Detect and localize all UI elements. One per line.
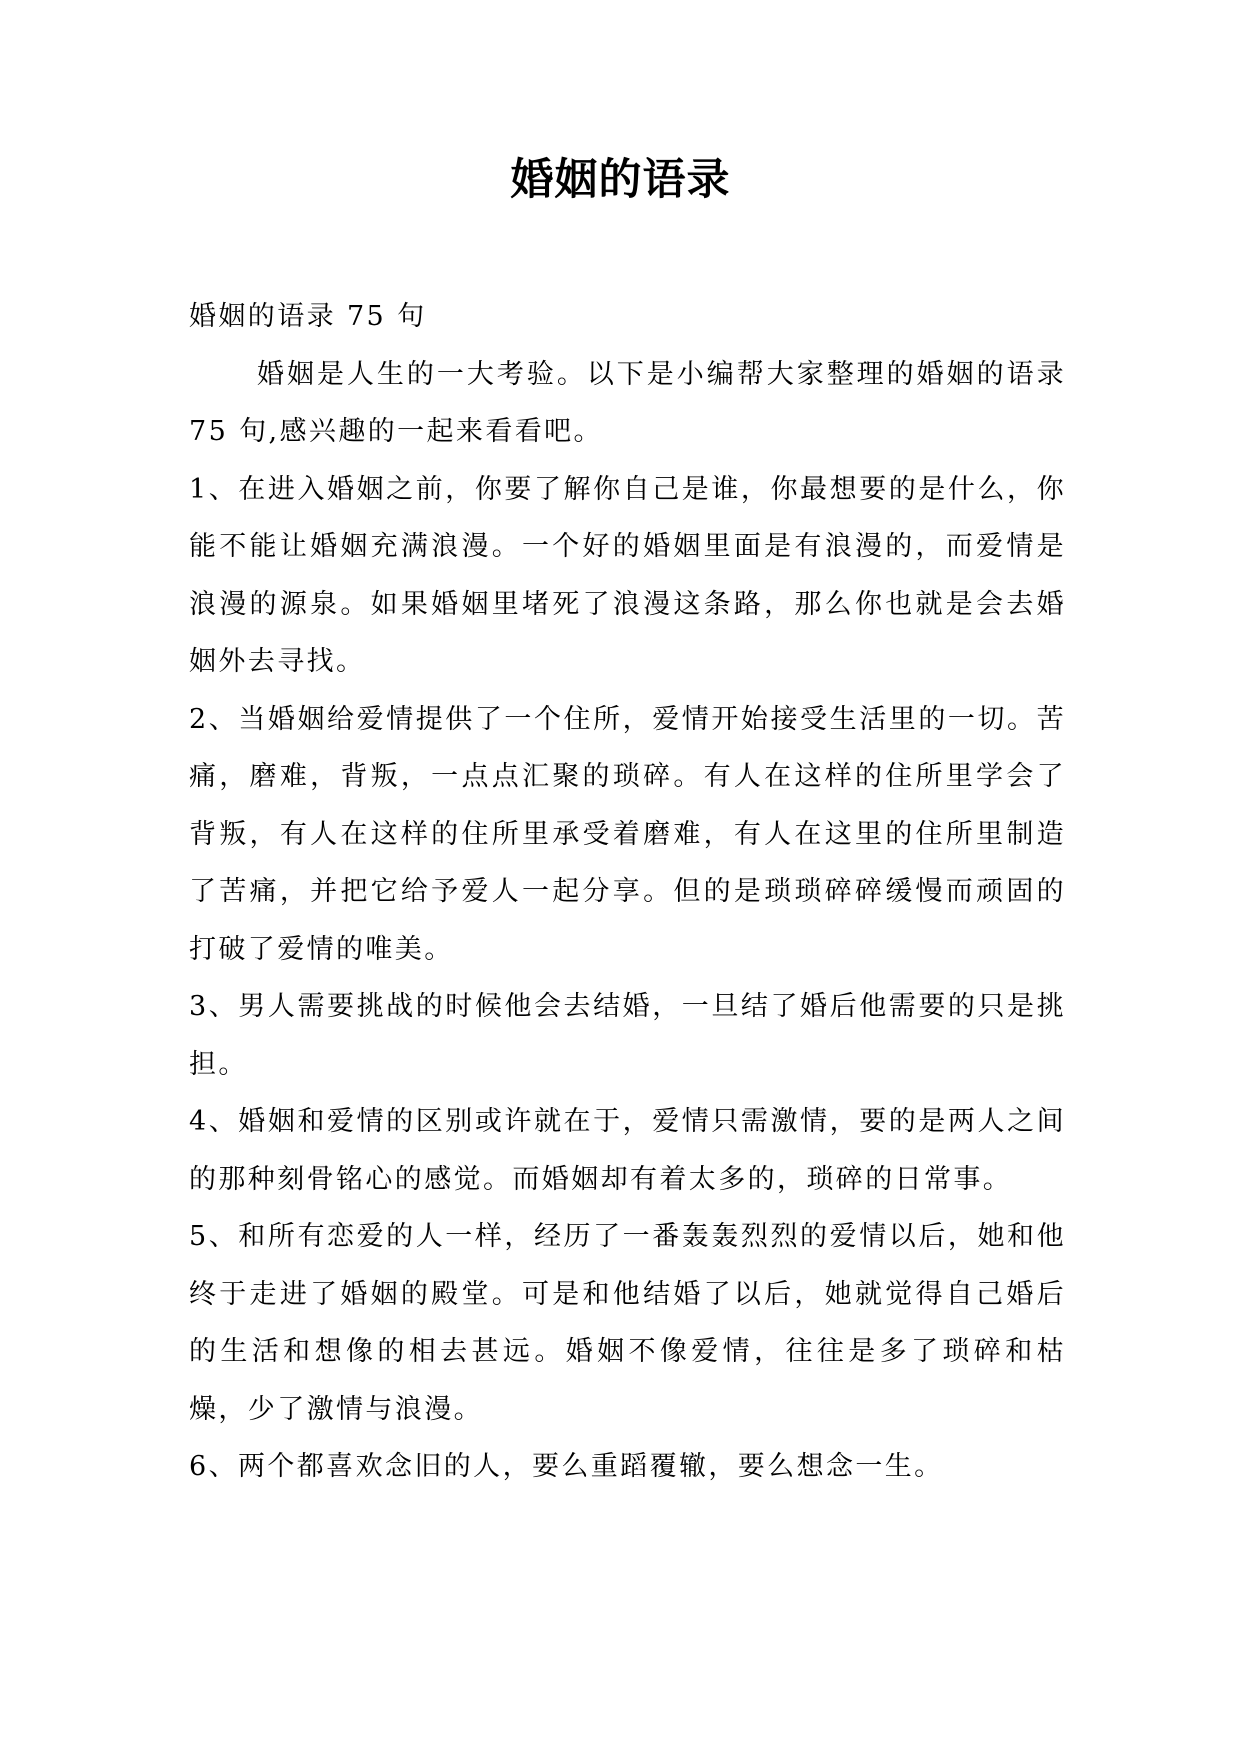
document-body <box>189 288 1066 1496</box>
quote-item-1: 1、在进入婚姻之前，你要了解你自己是谁，你最想要的是什么，你能不能让婚姻充满浪漫。一个好的婚姻里面是有浪漫的，而爱情是浪漫的源泉。如果婚姻里堵死了浪漫这条路，那么你也就是会去婚姻外去寻找。 <box>189 473 1066 677</box>
quote-item-2: 2、当婚姻给爱情提供了一个住所，爱情开始接受生活里的一切。苦痛，磨难，背叛，一点点汇聚的琐碎。有人在这样的住所里学会了背叛，有人在这样的住所里承受着磨难，有人在这里的住所里制造了苦痛，并把它给予爱人一起分享。但的是琐琐碎碎缓慢而顽固的打破了爱情的唯美。 <box>189 703 1066 965</box>
quote-item-5: 5、和所有恋爱的人一样，经历了一番轰轰烈烈的爱情以后，她和他终于走进了婚姻的殿堂。可是和他结婚了以后，她就觉得自己婚后的生活和想像的相去甚远。婚姻不像爱情，往往是多了琐碎和枯燥，少了激情与浪漫。 <box>189 1221 1066 1425</box>
quote-item-4: 4、婚姻和爱情的区别或许就在于，爱情只需激情，要的是两人之间的那种刻骨铭心的感觉。而婚姻却有着太多的，琐碎的日常事。 <box>189 1106 1066 1195</box>
document-title: 婚姻的语录 <box>510 155 731 205</box>
quote-item-3: 3、男人需要挑战的时候他会去结婚，一旦结了婚后他需要的只是挑担。 <box>189 991 1066 1080</box>
quote-item-6: 6、两个都喜欢念旧的人，要么重蹈覆辙，要么想念一生。 <box>189 1451 944 1482</box>
intro-paragraph: 婚姻是人生的一大考验。以下是小编帮大家整理的婚姻的语录 75 句,感兴趣的一起来看看吧。 <box>189 358 1066 447</box>
document-subtitle: 婚姻的语录 75 句 <box>189 301 427 332</box>
